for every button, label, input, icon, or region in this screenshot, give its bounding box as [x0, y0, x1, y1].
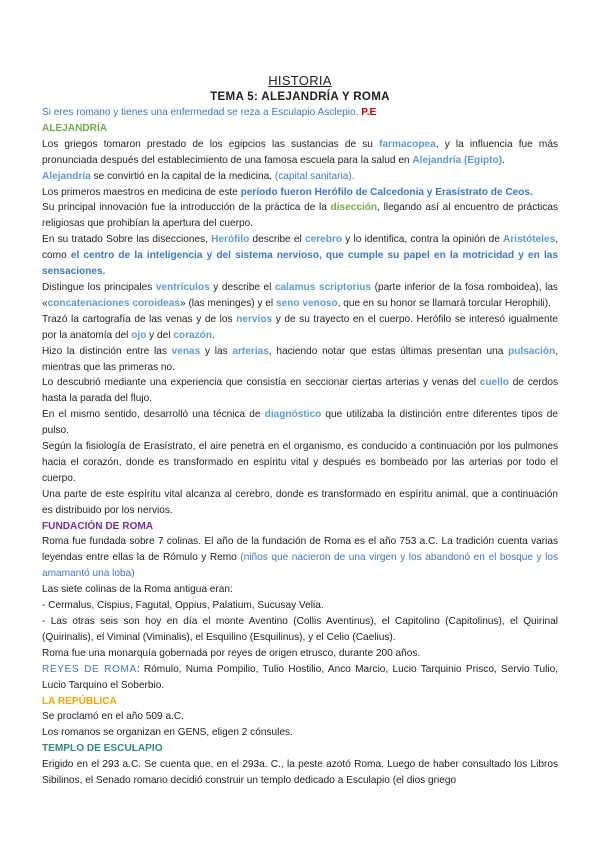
- paragraph: Una parte de este espíritu vital alcanza al cerebro, donde es transformado en espíritu animal, que a continuación es distribuido por los nervios.: [42, 488, 558, 516]
- paragraph: Según la fisiología de Erasístrato, el aire penetra en el organismo, es conducido a continuación por los pulmones hacia el corazón, donde es transformado en espíritu vital y después es bombeado por las arterias por todo el cuerpo.: [42, 441, 558, 484]
- keyword: Aristóteles: [503, 234, 556, 246]
- keyword: arterias: [232, 345, 269, 357]
- paragraph: Las siete colinas de la Roma antigua eran:: [42, 584, 233, 596]
- section-heading-alejandria: ALEJANDRÍA: [42, 122, 108, 134]
- paragraph: Los griegos tomaron prestado de los egipcios las sustancias de su farmacopea, y la influencia fue más pronunciada después del establecimiento de una famosa escuela para la salud en Alejandría (Egipto).: [42, 138, 558, 166]
- keyword: farmacopea: [379, 138, 436, 150]
- keyword: calamus scriptorius: [274, 281, 372, 293]
- document-page: [42, 72, 558, 789]
- list-item: - Cermalus, Cispius, Fagutal, Oppius, Palatium, Sucusay Velia.: [42, 600, 324, 612]
- paragraph: Los romanos se organizan en GENS, eligen 2 cónsules.: [42, 727, 293, 739]
- intro-text: Si eres romano y tienes una enfermedad se reza a Esculapio Asclepio.: [42, 107, 362, 118]
- paragraph: REYES DE ROMA: Rómulo, Numa Pompilio, Tulio Hostilio, Anco Marcio, Lucio Tarquinio Prisco, Servio Tulio, Lucio Tarquino el Soberbio.: [42, 663, 559, 691]
- keyword: REYES DE ROMA: [42, 663, 137, 675]
- paragraph: Roma fue fundada sobre 7 colinas. El año de la fundación de Roma es el año 753 a.C. La tradición cuenta varias leyendas entre ellas la de Rómulo y Remo (niños que nacieron de una virgen y los abandonó en el bosque y los amamantó una loba): [42, 536, 558, 580]
- keyword: corazón: [173, 329, 212, 341]
- section-heading-templo: TEMPLO DE ESCULAPIO: [42, 743, 163, 755]
- keyword: nervios: [236, 313, 273, 325]
- keyword: concatenaciones coroideas: [47, 297, 181, 309]
- paragraph: Lo descubrió mediante una experiencia que consistía en seccionar ciertas arterias y venas del cuello de cerdos hasta la parada del flujo.: [42, 377, 558, 405]
- paragraph: En su tratado Sobre las disecciones, Herófilo describe el cerebro y lo identifica, contra la opinión de Aristóteles, como el centro de la inteligencia y del sistema nervioso, que cumple su papel en la motricidad y en las sensaciones.: [42, 234, 559, 278]
- keyword: cuello: [479, 377, 509, 389]
- keyword: cerebro: [304, 234, 343, 246]
- keyword: ventrículos: [155, 281, 210, 293]
- keyword: pulsación: [508, 345, 556, 357]
- paragraph: Distingue los principales ventrículos y describe el calamus scriptorius (parte inferior de la fosa romboidea), las «concatenaciones coroideas» (las meninges) y el seno venoso, que en su honor se llamará torcular Herophili).: [42, 281, 558, 309]
- intro-tag: P.E: [361, 107, 377, 118]
- paragraph: Se proclamó en el año 509 a.C.: [42, 711, 184, 723]
- paragraph: Hizo la distinción entre las venas y las arterias, haciendo notar que estas últimas presentan una pulsación, mientras que las primeras no.: [42, 345, 558, 373]
- keyword: disección: [330, 202, 378, 214]
- keyword: seno venoso: [275, 297, 338, 309]
- section-heading-republica: LA REPÚBLICA: [42, 695, 117, 707]
- keyword: el centro de la inteligencia y del sistema nervioso, que cumple su papel en la motricidad y en las sensaciones.: [42, 250, 558, 278]
- keyword: venas: [171, 345, 201, 357]
- paragraph: Los primeros maestros en medicina de este período fueron Herófilo de Calcedonia y Erasístrato de Ceos.: [42, 186, 533, 198]
- keyword: Herófilo: [211, 234, 250, 246]
- paragraph: En el mismo sentido, desarrolló una técnica de diagnóstico que utilizaba la distinción entre diferentes tipos de pulso.: [42, 409, 558, 437]
- intro-line: [42, 105, 558, 121]
- paragraph: Trazó la cartografía de las venas y de los nervios y de su trayecto en el cuerpo. Herófilo se interesó igualmente por la anatomía del ojo y del corazón.: [42, 313, 559, 341]
- keyword: diagnóstico: [264, 409, 322, 421]
- document-subtitle: TEMA 5: ALEJANDRÍA Y ROMA: [210, 90, 390, 103]
- keyword: Alejandría (Egipto): [412, 154, 503, 166]
- section-heading-fundacion: FUNDACIÓN DE ROMA: [42, 520, 154, 532]
- list-item: - Las otras seis son hoy en día el monte Aventino (Collis Aventinus), el Capitolino (Capitolinus), el Quirinal (Quirinalis), el Viminal (Viminalis), el Esquilino (Esquilinus), y el Celio (Caelius).: [42, 616, 558, 643]
- paragraph: Roma fue una monarquía gobernada por reyes de origen etrusco, durante 200 años.: [42, 647, 421, 659]
- paragraph: Erigido en el 293 a.C. Se cuenta que, en el 293a. C., la peste azotó Roma. Luego de haber consultado los Libros Sibilinos, el Senado romano decidió construir un templo dedicado a Esculapio (el dios griego: [42, 759, 558, 787]
- keyword: Alejandría: [42, 170, 91, 182]
- paragraph: Su principal innovación fue la introducción de la práctica de la disección, llegando así al encuentro de prácticas religiosas que prohibían la apertura del cuerpo.: [42, 202, 558, 230]
- keyword: período fueron Herófilo de Calcedonia y Erasístrato de Ceos.: [240, 186, 533, 198]
- document-title: HISTORIA: [268, 73, 332, 88]
- paragraph: Alejandría se convirtió en la capital de la medicina, (capital sanitaria).: [42, 170, 355, 182]
- keyword: ojo: [131, 329, 147, 341]
